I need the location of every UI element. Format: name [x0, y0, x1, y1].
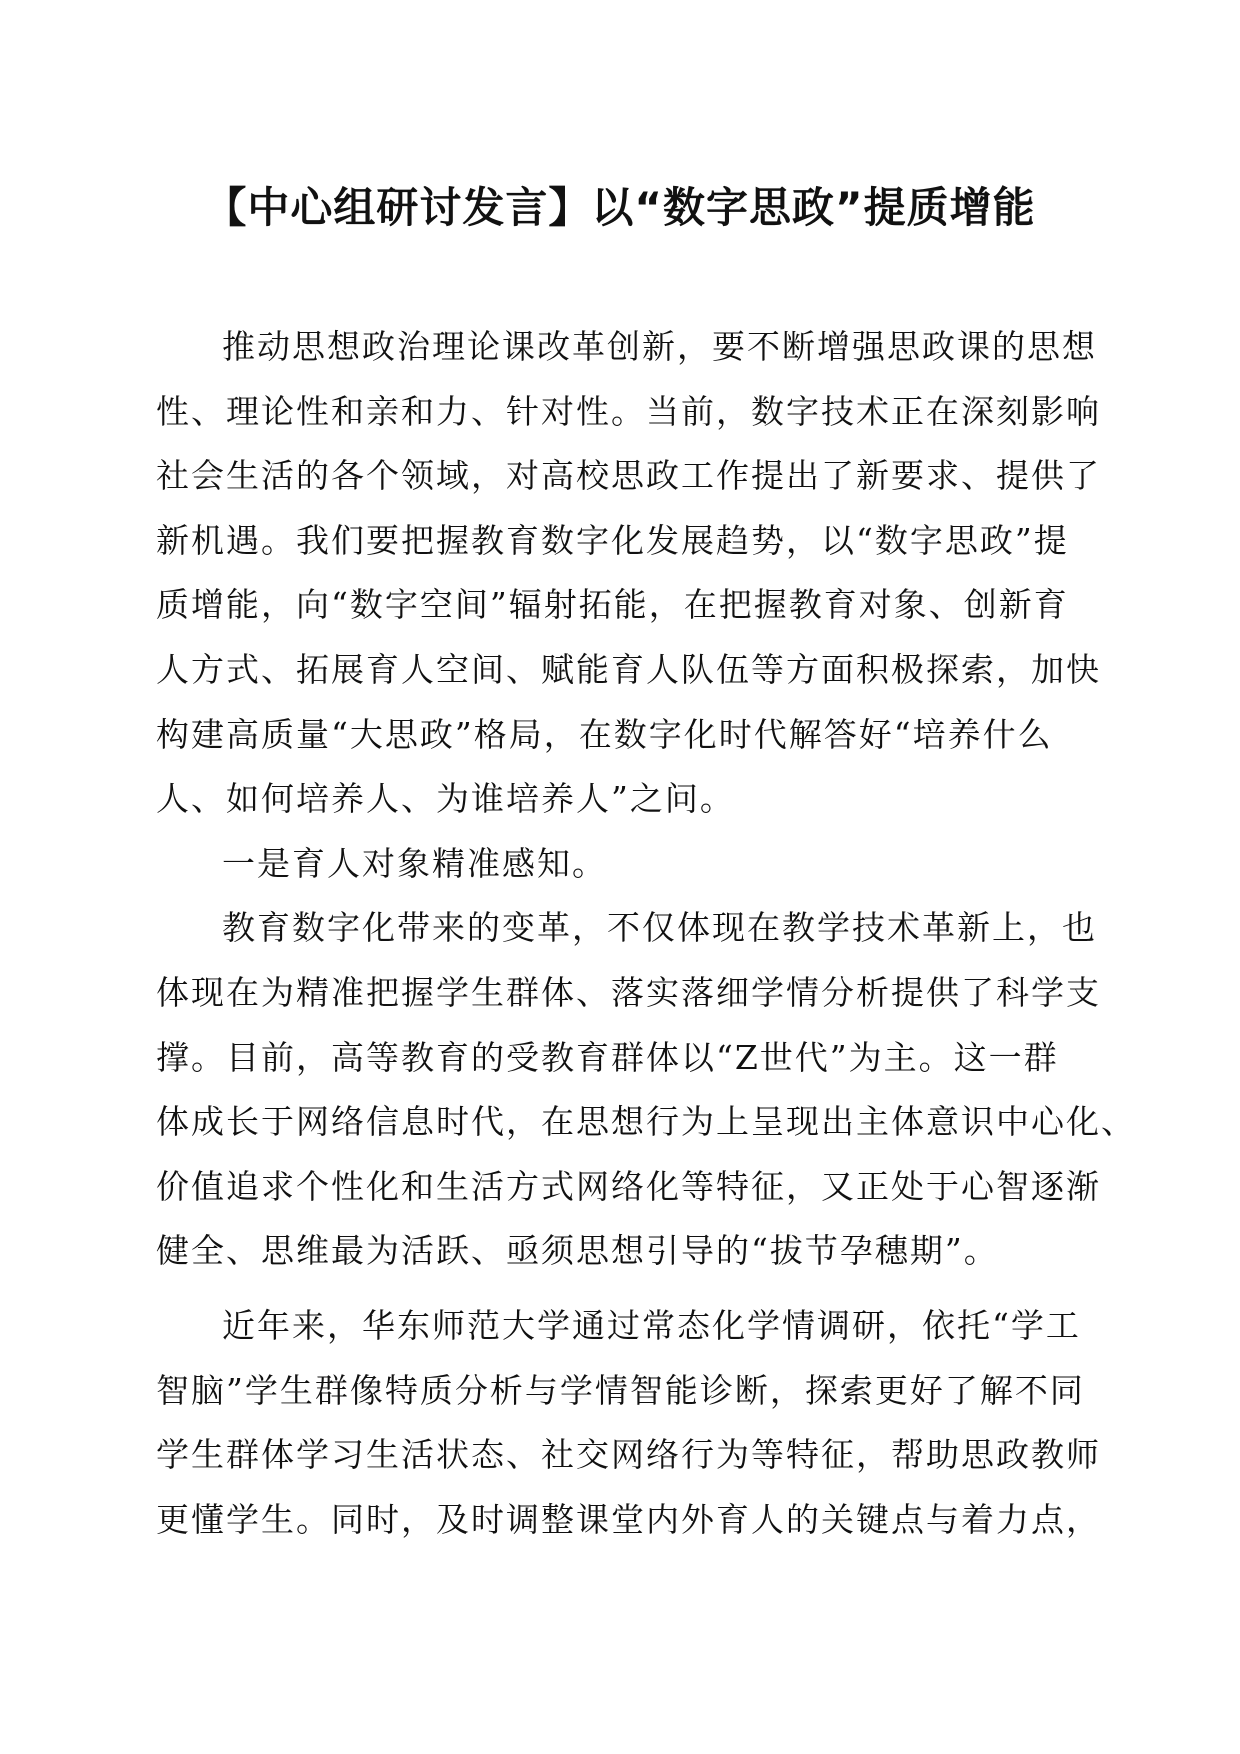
- paragraph-line: 体现在为精准把握学生群体、落实落细学情分析提供了科学支: [156, 972, 1101, 1012]
- paragraph-line: 近年来，华东师范大学通过常态化学情调研，依托“学工: [222, 1305, 1081, 1345]
- paragraph-line: 新机遇。我们要把握教育数字化发展趋势，以“数字思政”提: [156, 520, 1069, 560]
- paragraph-line: 体成长于网络信息时代，在思想行为上呈现出主体意识中心化、: [156, 1102, 1136, 1142]
- paragraph-line: 撑。目前，高等教育的受教育群体以“Z世代”为主。这一群: [156, 1037, 1059, 1077]
- document-body: [156, 315, 1136, 1552]
- paragraph-line: 更懂学生。同时，及时调整课堂内外育人的关键点与着力点，: [156, 1499, 1101, 1539]
- paragraph-line: 教育数字化带来的变革，不仅体现在教学技术革新上，也: [222, 908, 1097, 948]
- paragraph-line: 健全、思维最为活跃、亟须思想引导的“拔节孕穗期”。: [156, 1231, 999, 1271]
- paragraph-line: 价值追求个性化和生活方式网络化等特征，又正处于心智逐渐: [156, 1166, 1101, 1206]
- paragraph-line: 学生群体学习生活状态、社交网络行为等特征，帮助思政教师: [156, 1435, 1101, 1475]
- paragraph-line: 构建高质量“大思政”格局，在数字化时代解答好“培养什么: [156, 714, 1053, 754]
- paragraph-line: 性、理论性和亲和力、针对性。当前，数字技术正在深刻影响: [156, 391, 1101, 431]
- paragraph-line: 社会生活的各个领域，对高校思政工作提出了新要求、提供了: [156, 456, 1101, 496]
- paragraph-line: 人方式、拓展育人空间、赋能育人队伍等方面积极探索，加快: [156, 649, 1101, 689]
- paragraph-line: 人、如何培养人、为谁培养人”之问。: [156, 779, 735, 819]
- paragraph-line: 智脑”学生群像特质分析与学情智能诊断，探索更好了解不同: [156, 1370, 1085, 1410]
- paragraph-line: 推动思想政治理论课改革创新，要不断增强思政课的思想: [222, 327, 1097, 366]
- paragraph-line: 质增能，向“数字空间”辐射拓能，在把握教育对象、创新育: [156, 585, 1069, 625]
- section-heading: 一是育人对象精准感知。: [222, 843, 607, 883]
- document-title: 【中心组研讨发言】以“数字思政”提质增能: [204, 183, 1036, 232]
- paragraph-gap: [156, 1284, 1076, 1294]
